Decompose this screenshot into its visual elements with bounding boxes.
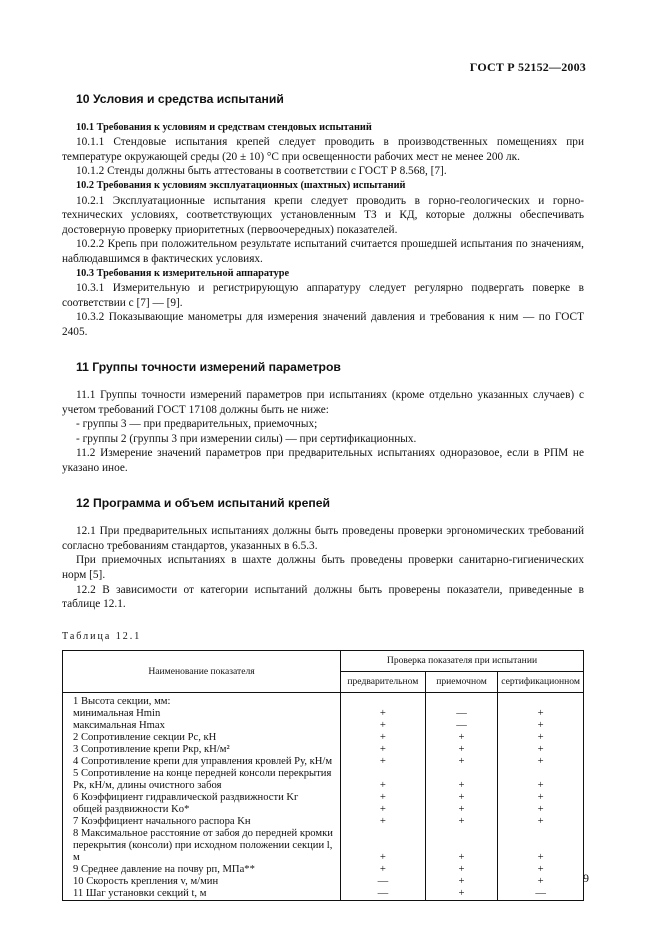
- table-row: [63, 804, 584, 816]
- cell-certification: +: [498, 828, 584, 864]
- cell-preliminary: +: [341, 816, 426, 828]
- content: [62, 92, 584, 901]
- cell-name: 3 Сопротивление крепи Pкр, кН/м²: [63, 744, 341, 756]
- subsection-10-3: 10.3 Требования к измерительной аппаратуре: [76, 267, 290, 279]
- table-row: [63, 864, 584, 876]
- cell-certification: +: [498, 816, 584, 828]
- table-row: [63, 792, 584, 804]
- table-caption: Таблица 12.1: [62, 630, 142, 642]
- document-header: ГОСТ Р 52152—2003: [469, 60, 586, 74]
- cell-acceptance: +: [425, 864, 497, 876]
- cell-preliminary: +: [341, 828, 426, 864]
- cell-acceptance: +: [425, 792, 497, 804]
- cell-acceptance: +: [425, 732, 497, 744]
- cell-name: общей раздвижности Kо*: [63, 804, 341, 816]
- cell-certification: +: [498, 768, 584, 792]
- cell-acceptance: +: [425, 804, 497, 816]
- cell-name: 8 Максимальное расстояние от забоя до передней кромки перекрытия (консоли) при исходном положении секции l, м: [63, 828, 341, 864]
- cell-certification: +: [498, 744, 584, 756]
- cell-acceptance: +: [425, 816, 497, 828]
- cell-acceptance: —: [425, 708, 497, 720]
- cell-preliminary: +: [341, 732, 426, 744]
- cell-preliminary: +: [341, 720, 426, 732]
- table-row: [63, 693, 584, 709]
- col-header-group: Проверка показателя при испытании: [341, 651, 584, 672]
- table-row: [63, 816, 584, 828]
- table-row: [63, 876, 584, 888]
- cell-name: 9 Среднее давление на почву pп, МПа**: [63, 864, 341, 876]
- para-11-2: 11.2 Измерение значений параметров при предварительных испытаниях одноразовое, если в РПМ не указано иное.: [62, 447, 584, 475]
- cell-name: 11 Шаг установки секций t, м: [63, 888, 341, 901]
- para-10-2-2: 10.2.2 Крепь при положительном результате испытаний считается прошедшей испытания по значениям, наблюдавшимся в фактических условиях.: [62, 238, 584, 265]
- cell-acceptance: +: [425, 876, 497, 888]
- table-row: [63, 888, 584, 901]
- cell-acceptance: —: [425, 720, 497, 732]
- cell-certification: +: [498, 864, 584, 876]
- para-11-1: 11.1 Группы точности измерений параметров при испытаниях (кроме отдельно указанных случаев) с учетом требований ГОСТ 17108 должны быть не ниже:: [62, 389, 584, 416]
- cell-name: 1 Высота секции, мм:: [63, 693, 341, 709]
- col-header-acceptance: приемочном: [425, 672, 497, 693]
- cell-certification: +: [498, 804, 584, 816]
- para-12-2: 12.2 В зависимости от категории испытаний должны быть проверены показатели, приведенные в таблице 12.1.: [62, 583, 584, 611]
- col-header-preliminary: предварительном: [341, 672, 426, 693]
- cell-preliminary: +: [341, 804, 426, 816]
- cell-certification: +: [498, 792, 584, 804]
- cell-name: 6 Коэффициент гидравлической раздвижности Kг: [63, 792, 341, 804]
- cell-certification: +: [498, 756, 584, 768]
- section-10-title: 10 Условия и средства испытаний: [76, 92, 284, 106]
- table-row: [63, 720, 584, 732]
- para-12-1-b: При приемочных испытаниях в шахте должны быть проведены проверки санитарно-гигиенических норм [5].: [62, 554, 584, 582]
- para-10-1-2: 10.1.2 Стенды должны быть аттестованы в соответствии с ГОСТ Р 8.568, [7].: [76, 165, 447, 178]
- para-10-3-1: 10.3.1 Измерительную и регистрирующую аппаратуру следует регулярно подвергать поверке в соответствии с [7] — [9].: [62, 282, 584, 309]
- table-row: [63, 768, 584, 792]
- table-row: [63, 732, 584, 744]
- cell-preliminary: +: [341, 756, 426, 768]
- para-10-1-1: 10.1.1 Стендовые испытания крепей следует проводить в производственных помещениях при температуре окружающей среды (20 ± 10) °С при освещенности рабочих мест не менее 200 лк.: [62, 136, 584, 163]
- table-row: [63, 744, 584, 756]
- cell-preliminary: —: [341, 888, 426, 901]
- cell-name: максимальная Hmax: [63, 720, 341, 732]
- cell-certification: +: [498, 708, 584, 720]
- cell-certification: +: [498, 876, 584, 888]
- section-12-title: 12 Программа и объем испытаний крепей: [76, 495, 330, 510]
- cell-name: 7 Коэффициент начального распора Kн: [63, 816, 341, 828]
- table-row: [63, 828, 584, 864]
- table-row: [63, 756, 584, 768]
- cell-preliminary: +: [341, 744, 426, 756]
- para-12-1: 12.1 При предварительных испытаниях должны быть проведены проверки эргономических требований согласно требованиям стандартов, указанных в 6.5.3.: [62, 525, 584, 552]
- cell-name: 4 Сопротивление крепи для управления кровлей Pу, кН/м: [63, 756, 341, 768]
- cell-certification: +: [498, 732, 584, 744]
- cell-acceptance: +: [425, 756, 497, 768]
- indicators-table: [62, 650, 584, 901]
- cell-name: 5 Сопротивление на конце передней консоли перекрытия Pк, кН/м, длины очистного забоя: [63, 768, 341, 792]
- cell-certification: [498, 693, 584, 709]
- cell-certification: —: [498, 888, 584, 901]
- cell-preliminary: —: [341, 876, 426, 888]
- para-10-3-2: 10.3.2 Показывающие манометры для измерения значений давления и требования к ним — по ГОСТ 2405.: [62, 311, 584, 338]
- cell-acceptance: +: [425, 888, 497, 901]
- cell-certification: +: [498, 720, 584, 732]
- list-item: - группы 2 (группы 3 при измерении силы) — при сертификационных.: [76, 432, 417, 445]
- cell-name: 2 Сопротивление секции Pс, кН: [63, 732, 341, 744]
- cell-acceptance: +: [425, 828, 497, 864]
- section-11-title: 11 Группы точности измерений параметров: [76, 359, 341, 374]
- col-header-certification: сертификационном: [498, 672, 584, 693]
- cell-acceptance: [425, 693, 497, 709]
- cell-name: 10 Скорость крепления v, м/мин: [63, 876, 341, 888]
- subsection-10-1: 10.1 Требования к условиям и средствам стендовых испытаний: [76, 121, 372, 133]
- para-10-2-1: 10.2.1 Эксплуатационные испытания крепи следует проводить в горно-геологических и горно-технических условиях, соответствующих установленным ТЗ и КД, которые должны обеспечивать достоверную проверку приоритетных (первоочередных) показателей.: [62, 194, 584, 236]
- table-row: [63, 708, 584, 720]
- page-number: 9: [583, 871, 589, 885]
- cell-preliminary: +: [341, 768, 426, 792]
- cell-preliminary: [341, 693, 426, 709]
- cell-acceptance: +: [425, 768, 497, 792]
- list-item: - группы 3 — при предварительных, приемочных;: [76, 418, 318, 431]
- cell-preliminary: +: [341, 708, 426, 720]
- subsection-10-2: 10.2 Требования к условиям эксплуатационных (шахтных) испытаний: [76, 179, 406, 191]
- col-header-name: Наименование показателя: [63, 651, 341, 693]
- table-body: [63, 693, 584, 901]
- cell-preliminary: +: [341, 864, 426, 876]
- cell-acceptance: +: [425, 744, 497, 756]
- cell-preliminary: +: [341, 792, 426, 804]
- cell-name: минимальная Hmin: [63, 708, 341, 720]
